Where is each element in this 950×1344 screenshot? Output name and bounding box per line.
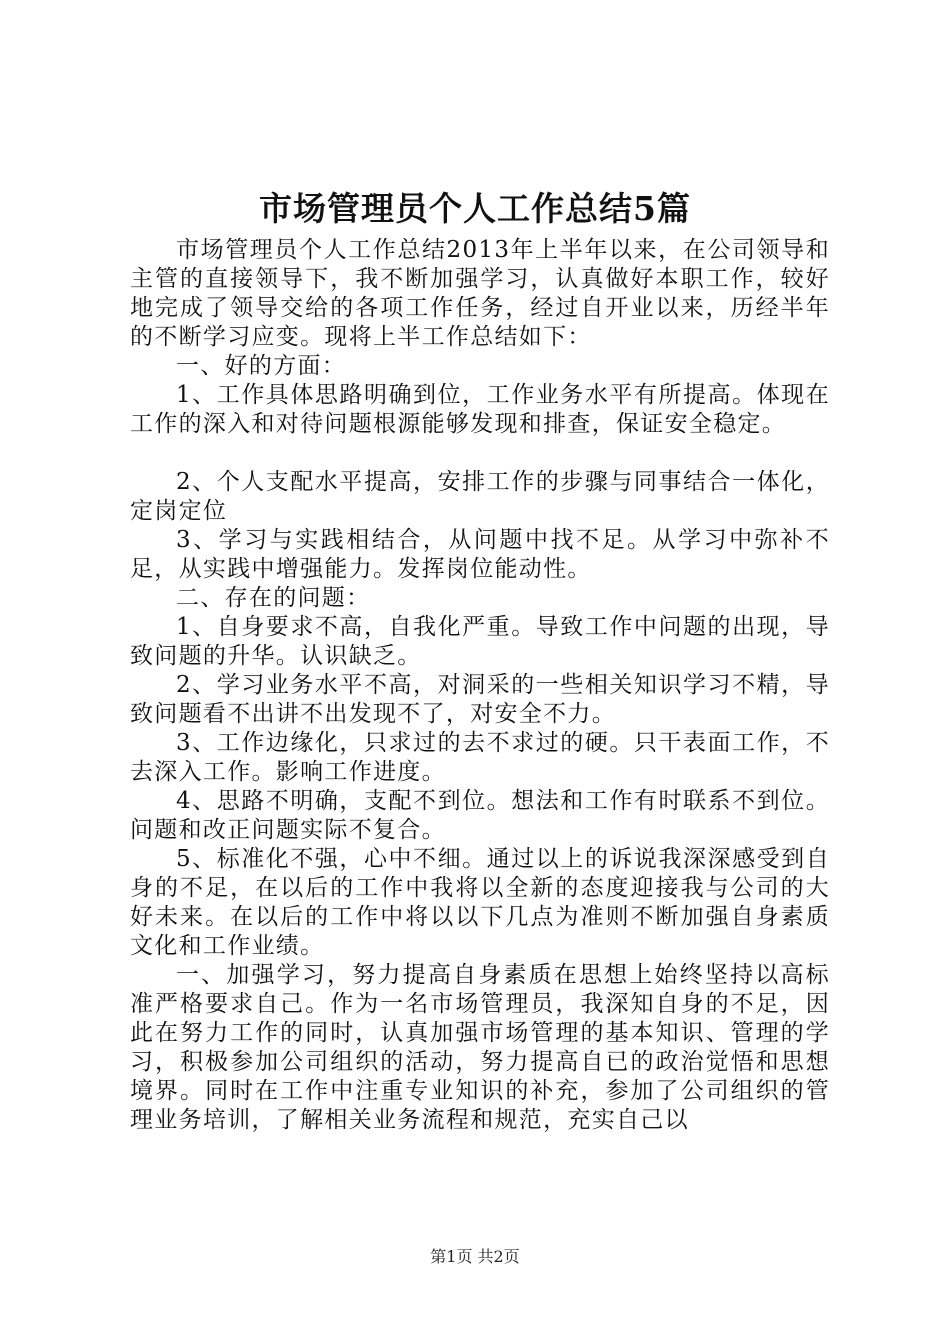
strength-item-2: 2、个人支配水平提高，安排工作的步骤与同事结合一体化，定岗定位 (130, 469, 830, 524)
intro-paragraph: 市场管理员个人工作总结2013年上半年以来，在公司领导和主管的直接领导下，我不断加强学习，认真做好本职工作，较好地完成了领导交给的各项工作任务，经过自开业以来，历经半年的不断学习应变。现将上半工作总结如下： (130, 237, 830, 350)
improvement-paragraph-1: 一、加强学习，努力提高自身素质在思想上始终坚持以高标准严格要求自己。作为一名市场管理员，我深知自身的不足，因此在努力工作的同时，认真加强市场管理的基本知识、管理的学习，积极参加公司组织的活动，努力提高自已的政治觉悟和思想境界。同时在工作中注重专业知识的补充，参加了公司组织的管理业务培训，了解相关业务流程和规范，充实自己以 (130, 962, 830, 1133)
section-heading-problems: 二、存在的问题： (176, 585, 371, 611)
problem-item-1: 1、自身要求不高，自我化严重。导致工作中问题的出现，导致问题的升华。认识缺乏。 (130, 614, 830, 669)
page-number-footer: 第1页 共2页 (430, 1247, 520, 1266)
document-title: 市场管理员个人工作总结5篇 (259, 189, 691, 228)
problem-item-4: 4、思路不明确，支配不到位。想法和工作有时联系不到位。问题和改正问题实际不复合。 (130, 788, 830, 843)
strength-item-3: 3、学习与实践相结合，从问题中找不足。从学习中弥补不足，从实践中增强能力。发挥岗位能动性。 (130, 527, 830, 582)
problem-item-2: 2、学习业务水平不高，对洞采的一些相关知识学习不精，导致问题看不出讲不出发现不了，对安全不力。 (130, 672, 830, 727)
problem-item-5: 5、标准化不强，心中不细。通过以上的诉说我深深感受到自身的不足，在以后的工作中我将以全新的态度迎接我与公司的大好未来。在以后的工作中将以以下几点为准则不断加强自身素质文化和工作业绩。 (130, 846, 830, 959)
strength-item-1: 1、工作具体思路明确到位，工作业务水平有所提高。体现在工作的深入和对待问题根源能够发现和排查，保证安全稳定。 (130, 382, 830, 437)
problem-item-3: 3、工作边缘化，只求过的去不求过的硬。只干表面工作，不去深入工作。影响工作进度。 (130, 730, 830, 785)
section-heading-strengths: 一、好的方面： (176, 353, 347, 379)
document-body (130, 236, 830, 1135)
